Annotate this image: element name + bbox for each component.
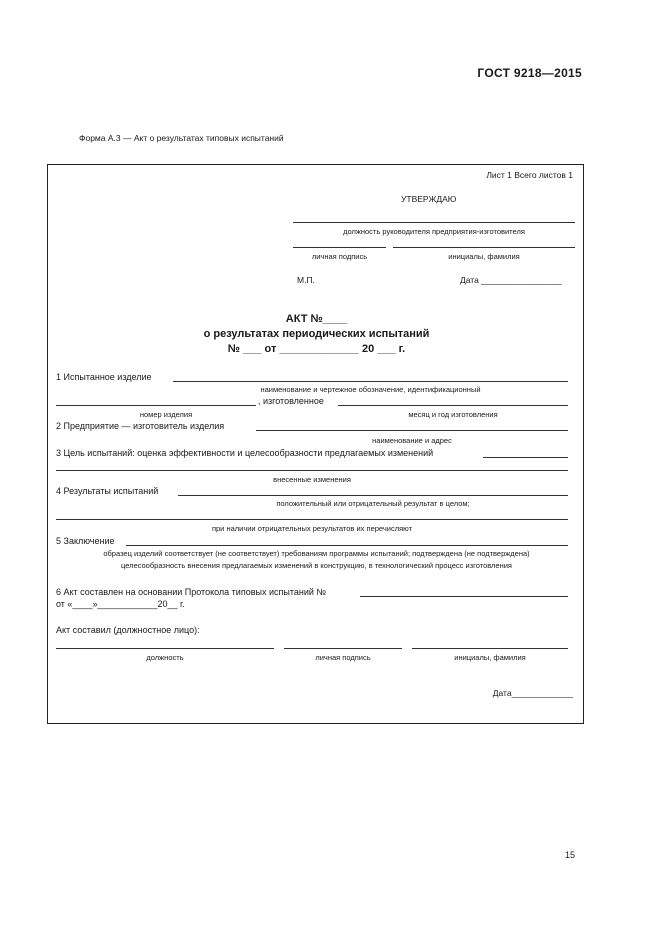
approve-signature-line (293, 247, 386, 248)
approve-date: Дата _________________ (460, 275, 562, 285)
item-basis: 6 Акт составлен на основании Протокола типовых испытаний № (56, 587, 327, 597)
basis-protocol-line (360, 596, 568, 597)
composer-position-hint: должность (146, 653, 184, 662)
composer-position-line (56, 648, 274, 649)
composer-name-line (412, 648, 568, 649)
results-hint-2: при наличии отрицательных результатов их перечисляют (211, 524, 413, 533)
results-hint-1: положительный или отрицательный результат в целом; (276, 499, 470, 508)
product-number-hint: номер изделия (139, 410, 193, 419)
composer-label: Акт составил (должностное лицо): (56, 625, 200, 635)
act-subject: о результатах периодических испытаний (203, 328, 430, 340)
standard-number: ГОСТ 9218—2015 (477, 66, 582, 80)
form-caption: Форма А.3 — Акт о результатах типовых испытаний (79, 133, 284, 143)
item-conclusion: 5 Заключение (56, 536, 115, 546)
goal-line-1 (483, 457, 568, 458)
goal-line-2 (56, 470, 568, 471)
tested-product-hint: наименование и чертежное обозначение, идентификационный (260, 385, 481, 394)
composer-name-hint: инициалы, фамилия (454, 653, 526, 662)
approve-name-hint: инициалы, фамилия (448, 252, 520, 261)
item-manufacturer: 2 Предприятие — изготовитель изделия (56, 421, 225, 431)
made-date-line (338, 405, 568, 406)
composer-date: Дата_____________ (492, 688, 573, 698)
basis-date: от «____»____________20__ г. (56, 599, 185, 609)
approve-signature-hint: личная подпись (311, 252, 368, 261)
item-goal: 3 Цель испытаний: оценка эффективности и целесообразности предлагаемых изменений (56, 448, 434, 458)
conclusion-line (126, 545, 568, 546)
page-number: 15 (564, 850, 575, 860)
composer-signature-line (284, 648, 402, 649)
item-results: 4 Результаты испытаний (56, 486, 159, 496)
made-date-hint: месяц и год изготовления (408, 410, 498, 419)
manufacturer-line (256, 430, 568, 431)
approve-position-hint: должность руководителя предприятия-изготовителя (343, 227, 525, 236)
act-number: АКТ №____ (285, 313, 348, 325)
results-line-1 (178, 495, 568, 496)
composer-signature-hint: личная подпись (315, 653, 371, 662)
tested-product-line (173, 381, 568, 382)
approve-position-line (293, 222, 575, 223)
made-label: , изготовленное (258, 396, 324, 406)
manufacturer-hint: наименование и адрес (372, 436, 452, 445)
act-date: № ___ от _____________ 20 ___ г. (227, 343, 406, 355)
results-line-2 (56, 519, 568, 520)
conclusion-hint-2: целесообразность внесения предлагаемых изменений в конструкцию, в технологический процесс изготовления (121, 561, 512, 570)
goal-hint: внесенные изменения (273, 475, 351, 484)
approve-name-line (393, 247, 575, 248)
approve-title: УТВЕРЖДАЮ (401, 194, 457, 204)
form-frame (47, 164, 584, 724)
product-number-line (56, 405, 256, 406)
sheet-counter: Лист 1 Всего листов 1 (486, 170, 573, 180)
item-tested-product: 1 Испытанное изделие (56, 372, 152, 382)
conclusion-hint-1: образец изделий соответствует (не соответствует) требованиям программы испытаний; подтверждена (не подтверждена) (103, 549, 530, 558)
stamp-label: М.П. (297, 275, 315, 285)
